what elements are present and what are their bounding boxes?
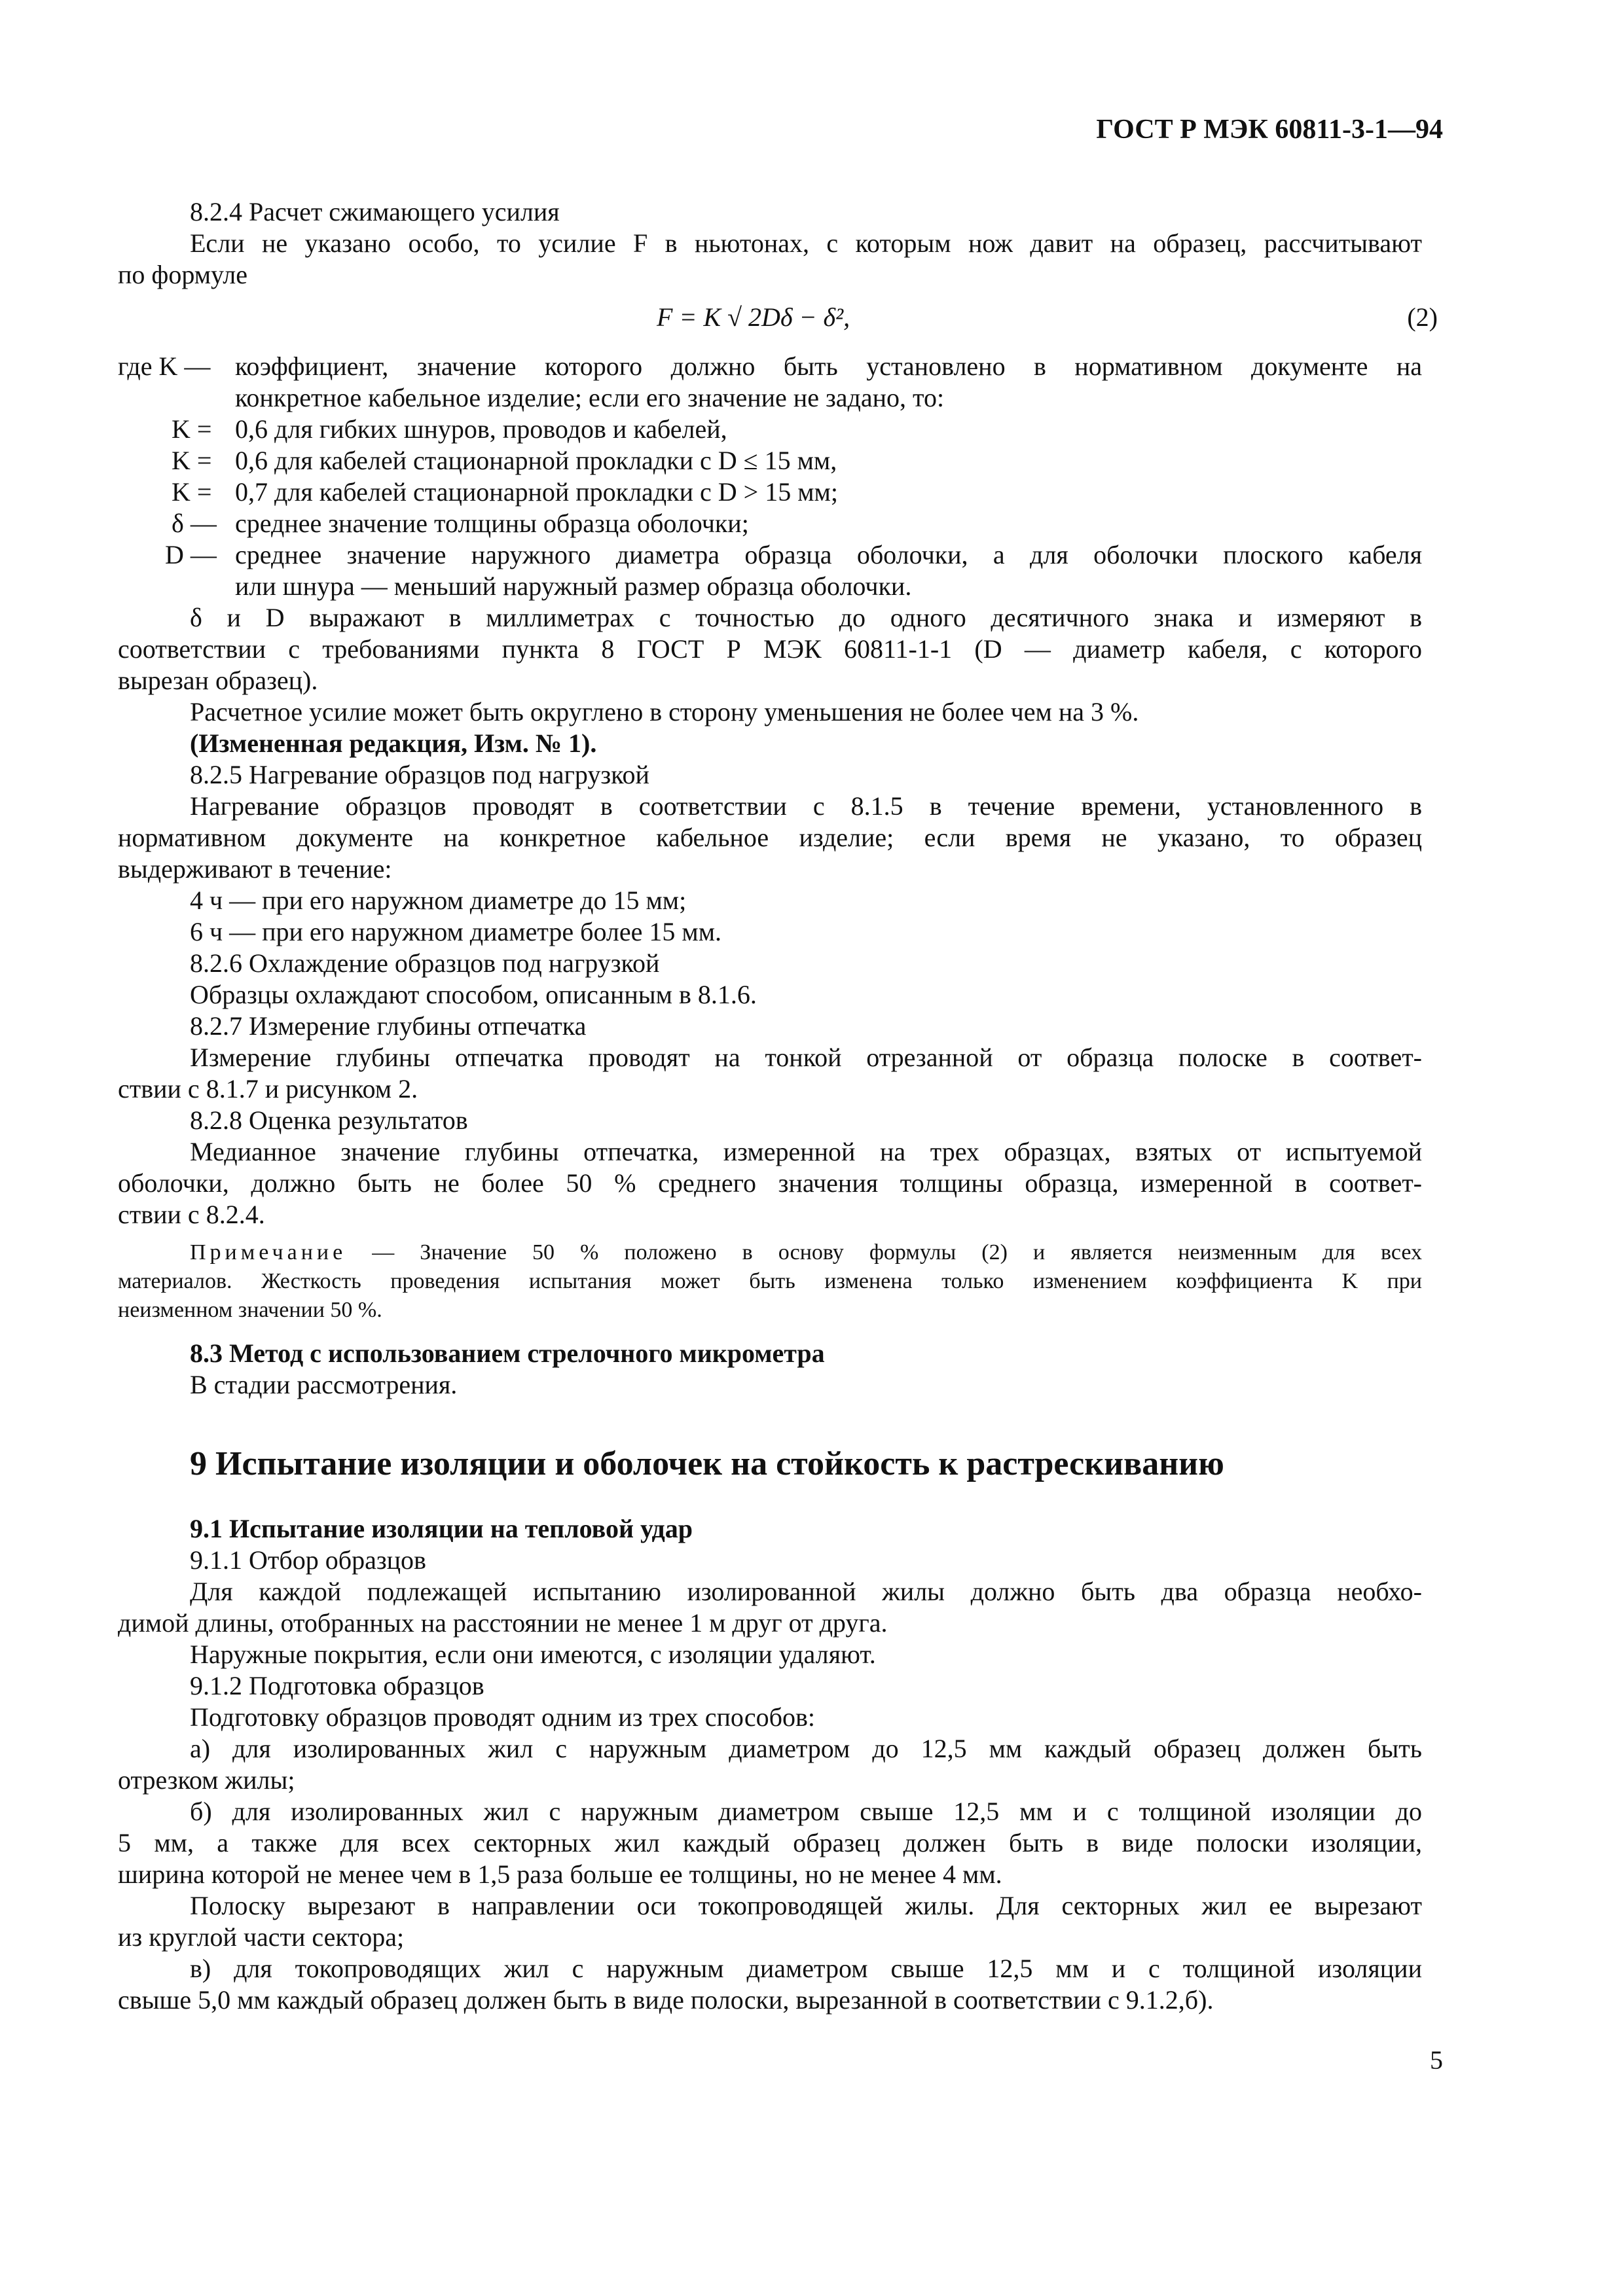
paragraph-line: соответствии с требованиями пункта 8 ГОСТ Р МЭК 60811-1-1 (D — диаметр кабеля, с которого	[118, 634, 1422, 664]
list-item-continuation: свыше 5,0 мм каждый образец должен быть в виде полоски, вырезанной в соответствии с 9.1.2,б).	[118, 1985, 1214, 2015]
legend-definition: конкретное кабельное изделие; если его значение не задано, то:	[235, 383, 945, 412]
legend-term: δ —	[172, 509, 217, 538]
formula-number: (2)	[1407, 302, 1438, 332]
formula: F = K √ 2Dδ − δ²,	[657, 302, 850, 332]
note-text: — Значение 50 % положено в основу формулы (2) и является неизменным для всех	[346, 1240, 1422, 1265]
paragraph-line: нормативном документе на конкретное кабельное изделие; если время не указано, то образец	[118, 823, 1422, 852]
paragraph-line: Полоску вырезают в направлении оси токопроводящей жилы. Для секторных жил ее вырезают	[190, 1891, 1422, 1920]
list-item: 6 ч — при его наружном диаметре более 15 мм.	[190, 917, 722, 946]
note-label: Примечание	[190, 1240, 347, 1265]
clause-8-2-8-title: 8.2.8 Оценка результатов	[190, 1105, 468, 1135]
paragraph-line: Наружные покрытия, если они имеются, с изоляции удаляют.	[190, 1640, 876, 1669]
legend-term: K =	[172, 477, 212, 507]
paragraph-line: по формуле	[118, 260, 247, 289]
paragraph-line: димой длины, отобранных на расстоянии не менее 1 м друг от друга.	[118, 1608, 888, 1638]
paragraph-line: Подготовку образцов проводят одним из трех способов:	[190, 1702, 815, 1732]
clause-8-2-6-title: 8.2.6 Охлаждение образцов под нагрузкой	[190, 948, 660, 978]
clause-8-2-4-title: 8.2.4 Расчет сжимающего усилия	[190, 197, 560, 226]
clause-8-2-7-title: 8.2.7 Измерение глубины отпечатка	[190, 1011, 587, 1041]
paragraph-line: δ и D выражают в миллиметрах с точностью до одного десятичного знака и измеряют в	[190, 603, 1422, 632]
paragraph-line: вырезан образец).	[118, 666, 318, 695]
legend-definition: 0,7 для кабелей стационарной прокладки с D > 15 мм;	[235, 477, 838, 507]
legend-definition: 0,6 для гибких шнуров, проводов и кабелей,	[235, 414, 727, 444]
paragraph-line: Если не указано особо, то усилие F в ньютонах, с которым нож давит на образец, рассчитывают	[190, 228, 1422, 258]
legend-definition: среднее значение наружного диаметра образца оболочки, а для оболочки плоского кабеля	[235, 540, 1422, 569]
paragraph-line: Расчетное усилие может быть округлено в сторону уменьшения не более чем на 3 %.	[190, 697, 1139, 726]
list-item-continuation: ширина которой не менее чем в 1,5 раза больше ее толщины, но не менее 4 мм.	[118, 1859, 1002, 1889]
list-item-continuation: 5 мм, а также для всех секторных жил каждый образец должен быть в виде полоски изоляции,	[118, 1828, 1422, 1857]
clause-9-1-1-title: 9.1.1 Отбор образцов	[190, 1545, 426, 1575]
section-9-title: 9 Испытание изоляции и оболочек на стойкость к растрескиванию	[190, 1445, 1224, 1482]
legend-term: где K —	[118, 351, 211, 381]
legend-definition: или шнура — меньший наружный размер образца оболочки.	[235, 571, 912, 601]
note-line: материалов. Жесткость проведения испытания может быть изменена только изменением коэффициента K при	[118, 1269, 1422, 1293]
list-item-continuation: отрезком жилы;	[118, 1765, 295, 1795]
section-9-1-title: 9.1 Испытание изоляции на тепловой удар	[190, 1514, 693, 1543]
paragraph-line: В стадии рассмотрения.	[190, 1370, 458, 1399]
document-header: ГОСТ Р МЭК 60811-3-1—94	[1096, 115, 1443, 145]
legend-definition: 0,6 для кабелей стационарной прокладки с D ≤ 15 мм,	[235, 446, 837, 475]
amendment-note: (Измененная редакция, Изм. № 1).	[190, 728, 597, 758]
legend-term: K =	[172, 414, 212, 444]
paragraph-line: оболочки, должно быть не более 50 % среднего значения толщины образца, измеренной в соответ-	[118, 1168, 1422, 1198]
paragraph-line: Медианное значение глубины отпечатка, измеренной на трех образцах, взятых от испытуемой	[190, 1137, 1422, 1166]
paragraph-line: из круглой части сектора;	[118, 1922, 405, 1952]
list-item: б) для изолированных жил с наружным диаметром свыше 12,5 мм и с толщиной изоляции до	[190, 1797, 1422, 1826]
paragraph-line: Для каждой подлежащей испытанию изолированной жилы должно быть два образца необхо-	[190, 1577, 1422, 1606]
paragraph-line: Измерение глубины отпечатка проводят на тонкой отрезанной от образца полоске в соответ-	[190, 1043, 1422, 1072]
clause-8-2-5-title: 8.2.5 Нагревание образцов под нагрузкой	[190, 760, 649, 789]
paragraph-line: Нагревание образцов проводят в соответствии с 8.1.5 в течение времени, установленного в	[190, 791, 1422, 821]
list-item: а) для изолированных жил с наружным диаметром до 12,5 мм каждый образец должен быть	[190, 1734, 1422, 1763]
note-line: неизменном значении 50 %.	[118, 1298, 382, 1322]
section-8-3-title: 8.3 Метод с использованием стрелочного микрометра	[190, 1338, 825, 1368]
list-item: 4 ч — при его наружном диаметре до 15 мм;	[190, 886, 687, 915]
list-item: в) для токопроводящих жил с наружным диаметром свыше 12,5 мм и с толщиной изоляции	[190, 1954, 1422, 1983]
paragraph-line: ствии с 8.1.7 и рисунком 2.	[118, 1074, 418, 1103]
note	[190, 1239, 1422, 1266]
legend-term: K =	[172, 446, 212, 475]
legend-term: D —	[165, 540, 217, 569]
legend-definition: среднее значение толщины образца оболочки;	[235, 509, 749, 538]
legend-definition: коэффициент, значение которого должно быть установлено в нормативном документе на	[235, 351, 1422, 381]
paragraph-line: выдерживают в течение:	[118, 854, 392, 884]
page-number: 5	[1430, 2045, 1443, 2075]
paragraph-line: Образцы охлаждают способом, описанным в 8.1.6.	[190, 980, 757, 1009]
clause-9-1-2-title: 9.1.2 Подготовка образцов	[190, 1671, 484, 1700]
paragraph-line: ствии с 8.2.4.	[118, 1200, 265, 1229]
